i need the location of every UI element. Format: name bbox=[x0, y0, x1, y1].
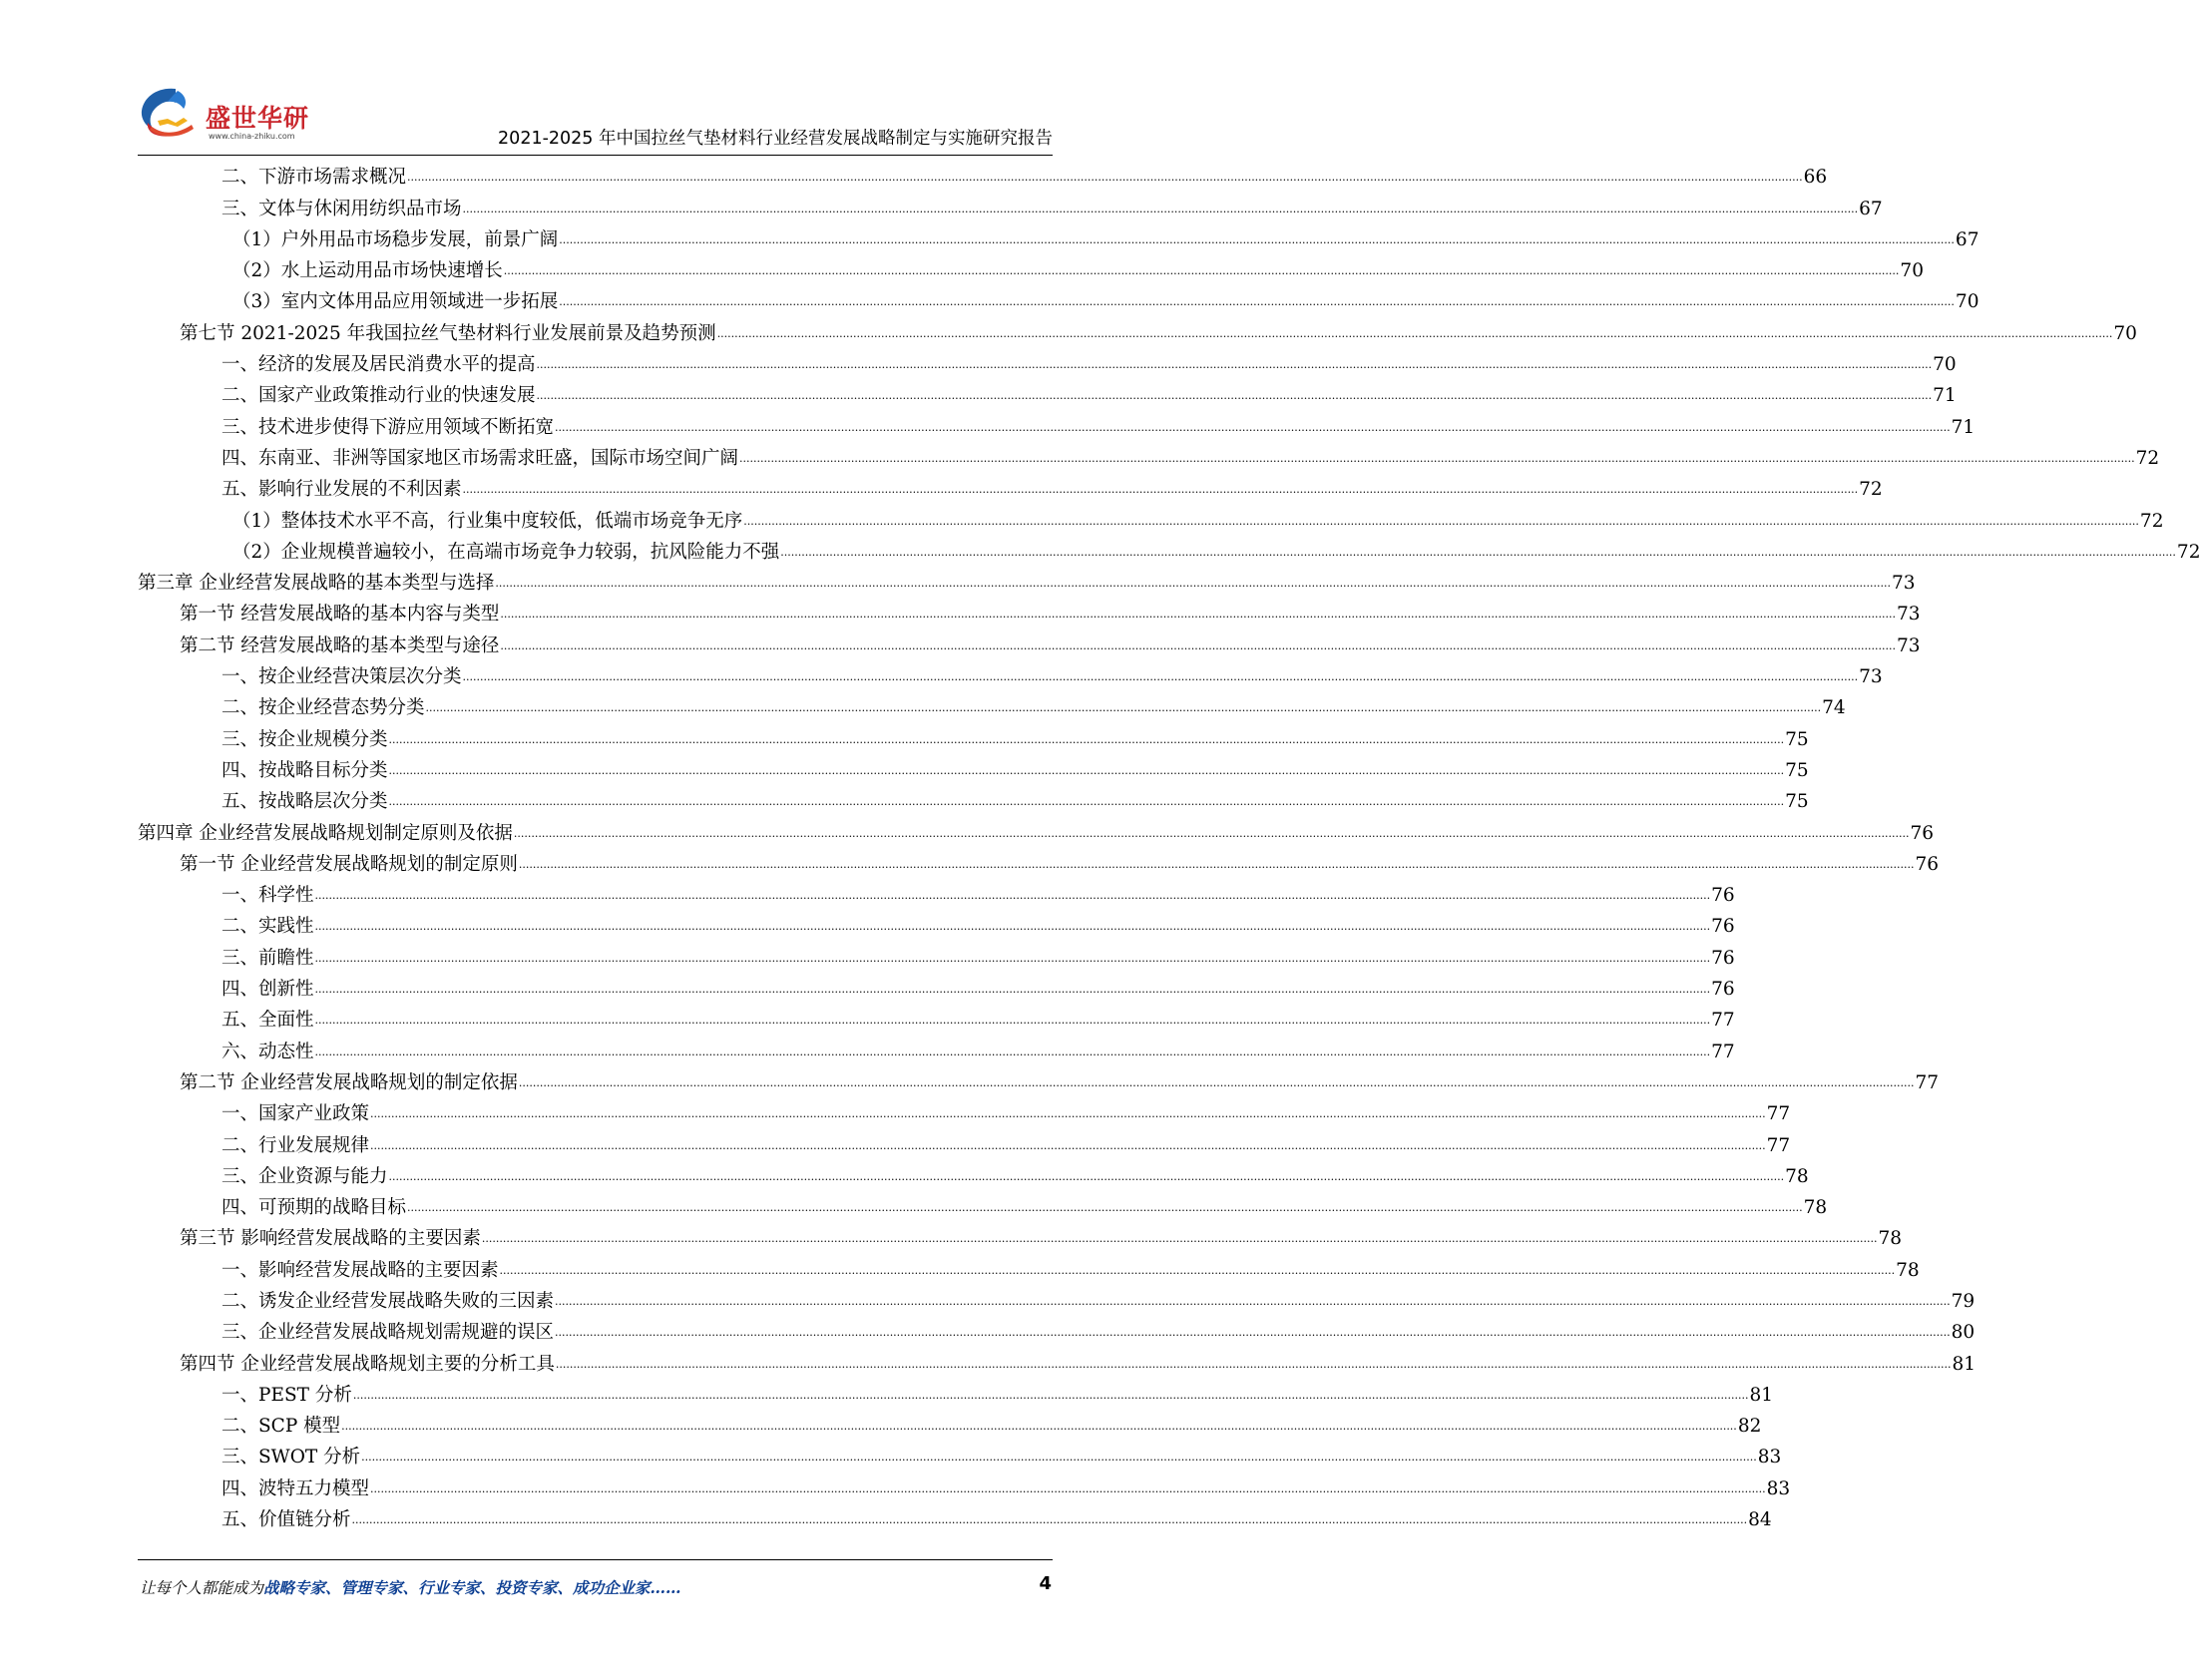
toc-entry-page: 74 bbox=[1822, 697, 1846, 719]
toc-leader-dots: ................................................................................................................................................................................................................................................................................................................................................................................................................ bbox=[780, 545, 2176, 559]
toc-entry[interactable] bbox=[138, 378, 1957, 409]
toc-leader-dots: ................................................................................................................................................................................................................................................................................................................................................................................................................ bbox=[425, 701, 1822, 715]
toc-entry-title: 第三节 影响经营发展战略的主要因素 bbox=[180, 1228, 481, 1250]
toc-leader-dots: ................................................................................................................................................................................................................................................................................................................................................................................................................ bbox=[370, 1481, 1766, 1495]
toc-entry[interactable] bbox=[138, 253, 1924, 284]
toc-leader-dots: ................................................................................................................................................................................................................................................................................................................................................................................................................ bbox=[555, 1326, 1951, 1340]
toc-entry[interactable] bbox=[138, 1346, 1977, 1377]
toc-entry[interactable] bbox=[138, 628, 1921, 658]
toc-entry[interactable] bbox=[138, 1315, 1976, 1346]
toc-entry-title: 二、按企业经营态势分类 bbox=[221, 697, 425, 719]
toc-entry-title: 第四节 企业经营发展战略规划主要的分析工具 bbox=[180, 1353, 555, 1375]
toc-leader-dots: ................................................................................................................................................................................................................................................................................................................................................................................................................ bbox=[536, 358, 1933, 372]
toc-entry-page: 78 bbox=[1803, 1197, 1828, 1219]
toc-entry-page: 75 bbox=[1785, 728, 1809, 750]
toc-leader-dots: ................................................................................................................................................................................................................................................................................................................................................................................................................ bbox=[462, 202, 1859, 215]
toc-entry[interactable] bbox=[138, 409, 1976, 440]
toc-entry[interactable] bbox=[138, 222, 1980, 253]
toc-leader-dots: ................................................................................................................................................................................................................................................................................................................................................................................................................ bbox=[555, 420, 1951, 434]
toc-leader-dots: ................................................................................................................................................................................................................................................................................................................................................................................................................ bbox=[462, 483, 1859, 497]
toc-entry-title: 四、按战略目标分类 bbox=[221, 759, 388, 781]
page-header bbox=[138, 78, 1053, 153]
toc-entry-page: 72 bbox=[2135, 447, 2160, 469]
toc-entry-title: 三、前瞻性 bbox=[221, 947, 314, 969]
toc-entry[interactable] bbox=[138, 1096, 1791, 1127]
table-of-contents bbox=[138, 160, 2200, 1533]
toc-entry[interactable] bbox=[138, 1221, 1903, 1252]
toc-entry-title: 一、科学性 bbox=[221, 885, 314, 907]
footer-slogan-prefix: 让每个人都能成为 bbox=[140, 1579, 264, 1597]
toc-entry-page: 77 bbox=[1711, 1041, 1735, 1062]
toc-leader-dots: ................................................................................................................................................................................................................................................................................................................................................................................................................ bbox=[314, 1014, 1711, 1028]
toc-leader-dots: ................................................................................................................................................................................................................................................................................................................................................................................................................ bbox=[341, 1420, 1737, 1434]
toc-entry[interactable] bbox=[138, 472, 1883, 503]
toc-entry-title: 一、国家产业政策 bbox=[221, 1103, 370, 1125]
toc-entry-page: 72 bbox=[2176, 541, 2200, 563]
toc-leader-dots: ................................................................................................................................................................................................................................................................................................................................................................................................................ bbox=[555, 1294, 1951, 1308]
toc-leader-dots: ................................................................................................................................................................................................................................................................................................................................................................................................................ bbox=[739, 451, 2135, 465]
toc-entry-page: 76 bbox=[1910, 822, 1935, 844]
toc-leader-dots: ................................................................................................................................................................................................................................................................................................................................................................................................................ bbox=[536, 389, 1933, 403]
toc-entry-page: 75 bbox=[1785, 759, 1809, 781]
toc-entry[interactable] bbox=[138, 1284, 1976, 1315]
toc-entry-page: 67 bbox=[1955, 228, 1980, 250]
toc-entry-page: 70 bbox=[2113, 322, 2137, 344]
toc-entry[interactable] bbox=[138, 1127, 1791, 1158]
toc-entry[interactable] bbox=[138, 1252, 1920, 1283]
toc-entry-page: 77 bbox=[1766, 1134, 1791, 1156]
toc-leader-dots: ................................................................................................................................................................................................................................................................................................................................................................................................................ bbox=[314, 951, 1711, 965]
toc-leader-dots: ................................................................................................................................................................................................................................................................................................................................................................................................................ bbox=[518, 1075, 1915, 1089]
toc-entry-title: 二、国家产业政策推动行业的快速发展 bbox=[221, 385, 536, 407]
toc-entry[interactable] bbox=[138, 284, 1980, 315]
toc-entry[interactable] bbox=[138, 753, 1809, 784]
toc-entry-title: 四、创新性 bbox=[221, 979, 314, 1001]
toc-entry[interactable] bbox=[138, 347, 1957, 378]
toc-entry-title: （3）室内文体用品应用领域进一步拓展 bbox=[232, 291, 559, 313]
page-number: 4 bbox=[1039, 1573, 1052, 1594]
toc-entry-page: 76 bbox=[1711, 916, 1735, 938]
toc-entry-title: 一、PEST 分析 bbox=[221, 1384, 352, 1406]
toc-entry-title: 第一节 经营发展战略的基本内容与类型 bbox=[180, 604, 500, 626]
toc-entry-title: 三、企业经营发展战略规划需规避的误区 bbox=[221, 1322, 555, 1344]
toc-entry-title: （1）整体技术水平不高，行业集中度较低，低端市场竞争无序 bbox=[232, 510, 743, 532]
toc-entry-title: 三、文体与休闲用纺织品市场 bbox=[221, 198, 462, 219]
toc-entry-title: 五、影响行业发展的不利因素 bbox=[221, 479, 462, 501]
toc-leader-dots: ................................................................................................................................................................................................................................................................................................................................................................................................................ bbox=[314, 920, 1711, 934]
toc-entry-page: 71 bbox=[1951, 416, 1976, 438]
toc-entry-page: 78 bbox=[1878, 1228, 1903, 1250]
toc-entry-title: 三、按企业规模分类 bbox=[221, 728, 388, 750]
toc-entry-page: 70 bbox=[1933, 354, 1957, 376]
footer-slogan-highlight: 战略专家、管理专家、行业专家、投资专家、成功企业家…… bbox=[263, 1578, 681, 1597]
toc-entry-title: 二、SCP 模型 bbox=[221, 1416, 341, 1438]
logo-text: 盛世华研 bbox=[206, 104, 310, 133]
toc-entry[interactable] bbox=[138, 160, 1828, 191]
toc-entry-title: （2）企业规模普遍较小，在高端市场竞争力较弱，抗风险能力不强 bbox=[232, 541, 780, 563]
toc-entry-page: 76 bbox=[1915, 853, 1940, 875]
toc-entry-page: 78 bbox=[1785, 1165, 1809, 1187]
toc-entry[interactable] bbox=[138, 1190, 1828, 1221]
toc-leader-dots: ................................................................................................................................................................................................................................................................................................................................................................................................................ bbox=[370, 1107, 1766, 1121]
toc-entry-title: 三、技术进步使得下游应用领域不断拓宽 bbox=[221, 416, 555, 438]
toc-entry-title: 四、波特五力模型 bbox=[221, 1477, 370, 1499]
toc-entry[interactable] bbox=[138, 1470, 1791, 1501]
toc-entry[interactable] bbox=[138, 1034, 1735, 1064]
toc-leader-dots: ................................................................................................................................................................................................................................................................................................................................................................................................................ bbox=[407, 1201, 1803, 1215]
toc-entry[interactable] bbox=[138, 1440, 1782, 1470]
toc-entry-page: 76 bbox=[1711, 947, 1735, 969]
toc-entry-page: 83 bbox=[1757, 1447, 1782, 1469]
toc-entry-page: 73 bbox=[1892, 573, 1916, 595]
toc-entry[interactable] bbox=[138, 784, 1809, 815]
toc-entry-page: 77 bbox=[1766, 1103, 1791, 1125]
toc-entry-title: 三、企业资源与能力 bbox=[221, 1165, 388, 1187]
toc-entry-page: 84 bbox=[1748, 1509, 1772, 1531]
toc-leader-dots: ................................................................................................................................................................................................................................................................................................................................................................................................................ bbox=[388, 732, 1785, 746]
toc-leader-dots: ................................................................................................................................................................................................................................................................................................................................................................................................................ bbox=[559, 295, 1955, 309]
toc-entry[interactable] bbox=[138, 597, 1921, 628]
toc-entry-page: 81 bbox=[1952, 1353, 1977, 1375]
toc-entry-title: （1）户外用品市场稳步发展，前景广阔 bbox=[232, 228, 559, 250]
toc-entry[interactable] bbox=[138, 940, 1735, 971]
logo-emblem-icon bbox=[138, 83, 208, 145]
toc-entry-page: 66 bbox=[1803, 167, 1828, 189]
toc-entry-title: 二、下游市场需求概况 bbox=[221, 167, 407, 189]
report-title: 2021-2025 年中国拉丝气垫材料行业经营发展战略制定与实施研究报告 bbox=[498, 129, 1053, 149]
toc-leader-dots: ................................................................................................................................................................................................................................................................................................................................................................................................................ bbox=[361, 1451, 1757, 1465]
toc-entry-page: 81 bbox=[1749, 1384, 1774, 1406]
logo-url: www.china-zhiku.com bbox=[209, 132, 295, 141]
toc-entry[interactable] bbox=[138, 315, 2137, 346]
toc-entry[interactable] bbox=[138, 503, 2164, 534]
toc-entry-page: 67 bbox=[1859, 198, 1883, 219]
toc-entry[interactable] bbox=[138, 1003, 1735, 1034]
toc-entry[interactable] bbox=[138, 972, 1735, 1003]
toc-leader-dots: ................................................................................................................................................................................................................................................................................................................................................................................................................ bbox=[716, 326, 2113, 340]
toc-leader-dots: ................................................................................................................................................................................................................................................................................................................................................................................................................ bbox=[499, 1263, 1896, 1277]
toc-entry-title: 二、诱发企业经营发展战略失败的三因素 bbox=[221, 1290, 555, 1312]
toc-entry[interactable] bbox=[138, 690, 1846, 721]
footer-divider bbox=[138, 1559, 1053, 1560]
toc-entry[interactable] bbox=[138, 191, 1883, 221]
toc-entry-page: 73 bbox=[1897, 634, 1921, 656]
toc-entry[interactable] bbox=[138, 878, 1735, 909]
toc-entry-page: 70 bbox=[1955, 291, 1980, 313]
toc-leader-dots: ................................................................................................................................................................................................................................................................................................................................................................................................................ bbox=[500, 638, 1897, 652]
toc-entry-title: 第二节 企业经营发展战略规划的制定依据 bbox=[180, 1071, 518, 1093]
toc-entry-page: 82 bbox=[1737, 1416, 1762, 1438]
toc-entry-page: 83 bbox=[1766, 1477, 1791, 1499]
header-divider bbox=[138, 155, 1053, 156]
toc-leader-dots: ................................................................................................................................................................................................................................................................................................................................................................................................................ bbox=[314, 889, 1711, 903]
toc-entry-title: 第七节 2021-2025 年我国拉丝气垫材料行业发展前景及趋势预测 bbox=[180, 322, 716, 344]
toc-entry-page: 76 bbox=[1711, 979, 1735, 1001]
toc-leader-dots: ................................................................................................................................................................................................................................................................................................................................................................................................................ bbox=[518, 857, 1915, 871]
toc-leader-dots: ................................................................................................................................................................................................................................................................................................................................................................................................................ bbox=[462, 670, 1859, 684]
toc-entry-page: 71 bbox=[1933, 385, 1957, 407]
toc-leader-dots: ................................................................................................................................................................................................................................................................................................................................................................................................................ bbox=[370, 1138, 1766, 1152]
toc-entry-page: 77 bbox=[1711, 1010, 1735, 1032]
toc-leader-dots: ................................................................................................................................................................................................................................................................................................................................................................................................................ bbox=[503, 264, 1900, 278]
toc-entry[interactable] bbox=[138, 1409, 1762, 1440]
toc-leader-dots: ................................................................................................................................................................................................................................................................................................................................................................................................................ bbox=[407, 171, 1803, 185]
toc-leader-dots: ................................................................................................................................................................................................................................................................................................................................................................................................................ bbox=[481, 1232, 1878, 1246]
toc-entry[interactable] bbox=[138, 1159, 1809, 1190]
toc-entry-title: 五、全面性 bbox=[221, 1010, 314, 1032]
toc-entry-page: 80 bbox=[1951, 1322, 1976, 1344]
toc-entry-page: 70 bbox=[1900, 260, 1924, 282]
toc-leader-dots: ................................................................................................................................................................................................................................................................................................................................................................................................................ bbox=[388, 763, 1785, 777]
toc-entry-title: 三、SWOT 分析 bbox=[221, 1447, 361, 1469]
toc-entry-title: 二、实践性 bbox=[221, 916, 314, 938]
toc-entry-page: 79 bbox=[1951, 1290, 1976, 1312]
toc-entry[interactable] bbox=[138, 441, 2160, 472]
toc-entry[interactable] bbox=[138, 909, 1735, 940]
toc-entry-title: 第三章 企业经营发展战略的基本类型与选择 bbox=[138, 573, 495, 595]
toc-entry-title: 五、按战略层次分类 bbox=[221, 791, 388, 813]
toc-entry-title: 第一节 企业经营发展战略规划的制定原则 bbox=[180, 853, 518, 875]
toc-leader-dots: ................................................................................................................................................................................................................................................................................................................................................................................................................ bbox=[500, 608, 1897, 622]
toc-entry-title: 一、影响经营发展战略的主要因素 bbox=[221, 1259, 499, 1281]
toc-entry-page: 73 bbox=[1859, 666, 1883, 688]
toc-entry[interactable] bbox=[138, 721, 1809, 752]
toc-entry[interactable] bbox=[138, 847, 1940, 878]
toc-leader-dots: ................................................................................................................................................................................................................................................................................................................................................................................................................ bbox=[743, 514, 2139, 528]
company-logo bbox=[138, 83, 310, 145]
toc-leader-dots: ................................................................................................................................................................................................................................................................................................................................................................................................................ bbox=[495, 577, 1892, 591]
toc-entry[interactable] bbox=[138, 1378, 1774, 1409]
toc-entry-title: 五、价值链分析 bbox=[221, 1509, 351, 1531]
toc-entry-title: 二、行业发展规律 bbox=[221, 1134, 370, 1156]
toc-entry-title: 六、动态性 bbox=[221, 1041, 314, 1062]
toc-entry-page: 78 bbox=[1896, 1259, 1920, 1281]
toc-entry[interactable] bbox=[138, 1502, 1772, 1533]
toc-entry-page: 76 bbox=[1711, 885, 1735, 907]
toc-entry-title: 第四章 企业经营发展战略规划制定原则及依据 bbox=[138, 822, 513, 844]
toc-entry-page: 75 bbox=[1785, 791, 1809, 813]
toc-entry[interactable] bbox=[138, 535, 2200, 566]
toc-leader-dots: ................................................................................................................................................................................................................................................................................................................................................................................................................ bbox=[555, 1357, 1952, 1371]
toc-leader-dots: ................................................................................................................................................................................................................................................................................................................................................................................................................ bbox=[513, 826, 1910, 840]
toc-entry-title: 一、按企业经营决策层次分类 bbox=[221, 666, 462, 688]
toc-leader-dots: ................................................................................................................................................................................................................................................................................................................................................................................................................ bbox=[314, 983, 1711, 997]
toc-leader-dots: ................................................................................................................................................................................................................................................................................................................................................................................................................ bbox=[314, 1045, 1711, 1058]
toc-entry[interactable] bbox=[138, 566, 1916, 597]
toc-entry-page: 77 bbox=[1915, 1071, 1940, 1093]
toc-entry-title: 四、东南亚、非洲等国家地区市场需求旺盛，国际市场空间广阔 bbox=[221, 447, 739, 469]
toc-entry[interactable] bbox=[138, 1065, 1940, 1096]
toc-entry-title: 一、经济的发展及居民消费水平的提高 bbox=[221, 354, 536, 376]
toc-entry-page: 72 bbox=[2139, 510, 2164, 532]
toc-leader-dots: ................................................................................................................................................................................................................................................................................................................................................................................................................ bbox=[388, 1169, 1785, 1183]
toc-entry[interactable] bbox=[138, 659, 1883, 690]
toc-leader-dots: ................................................................................................................................................................................................................................................................................................................................................................................................................ bbox=[351, 1513, 1748, 1527]
toc-entry-page: 72 bbox=[1859, 479, 1883, 501]
toc-entry[interactable] bbox=[138, 815, 1935, 846]
footer-slogan bbox=[140, 1576, 681, 1598]
toc-leader-dots: ................................................................................................................................................................................................................................................................................................................................................................................................................ bbox=[559, 232, 1955, 246]
toc-entry-title: 第二节 经营发展战略的基本类型与途径 bbox=[180, 634, 500, 656]
toc-leader-dots: ................................................................................................................................................................................................................................................................................................................................................................................................................ bbox=[388, 795, 1785, 809]
toc-entry-title: （2）水上运动用品市场快速增长 bbox=[232, 260, 503, 282]
toc-entry-page: 73 bbox=[1897, 604, 1921, 626]
toc-entry-title: 四、可预期的战略目标 bbox=[221, 1197, 407, 1219]
toc-leader-dots: ................................................................................................................................................................................................................................................................................................................................................................................................................ bbox=[352, 1388, 1749, 1402]
